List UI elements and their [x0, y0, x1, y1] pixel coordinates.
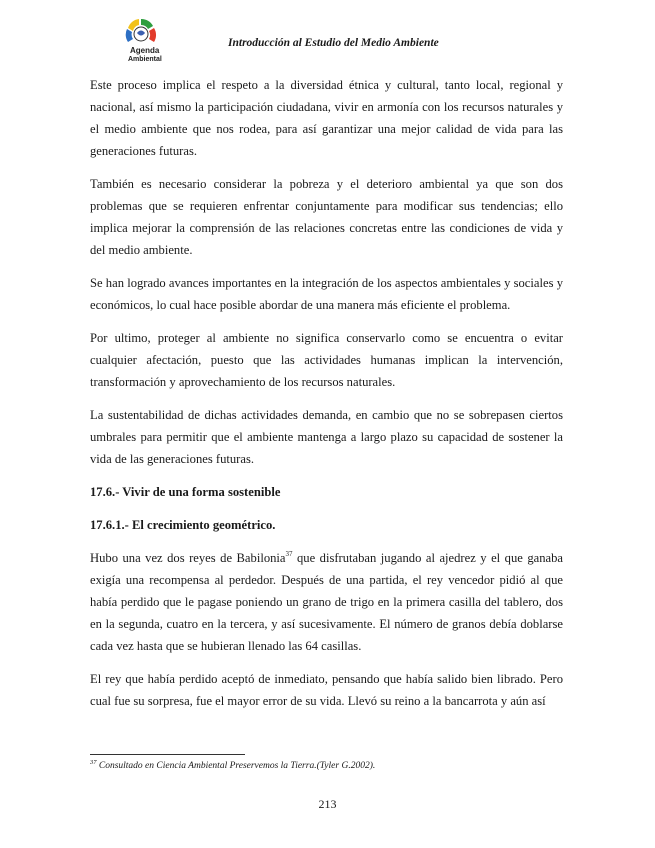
paragraph-6-start: Hubo una vez dos reyes de Babilonia [90, 551, 286, 565]
page-number: 213 [318, 797, 337, 811]
footnote-mark: 37 [90, 759, 97, 766]
footnote-rule [90, 754, 245, 755]
svg-text:Agenda: Agenda [130, 46, 160, 55]
page-body [90, 74, 563, 712]
subsection-heading: 17.6.1.- El crecimiento geométrico. [90, 518, 276, 532]
running-header-title: Introducción al Estudio del Medio Ambiente [228, 37, 439, 49]
paragraph-3: Se han logrado avances importantes en la integración de los aspectos ambientales y sociales y económicos, lo cual hace posible abordar de una manera más eficiente el problema. [90, 276, 563, 312]
paragraph-1: Este proceso implica el respeto a la diversidad étnica y cultural, tanto local, regional y nacional, así mismo la participación ciudadana, vivir en armonía con los recursos naturales y el medio ambiente que nos rodea, para así garantizar una mejor calidad de vida para las generaciones futuras. [90, 78, 563, 158]
section-heading: 17.6.- Vivir de una forma sostenible [90, 485, 281, 499]
svg-text:Ambiental: Ambiental [128, 56, 162, 63]
paragraph-5: La sustentabilidad de dichas actividades demanda, en cambio que no se sobrepasen ciertos umbrales para permitir que el ambiente mantenga a largo plazo su capacidad de sostener la vida de las generaciones futuras. [90, 408, 563, 466]
footnote-reference[interactable]: 37 [285, 550, 293, 558]
paragraph-2: También es necesario considerar la pobreza y el deterioro ambiental ya que son dos problemas que se requieren enfrentar conjuntamente para modificar sus tendencias; ello implica mejorar la comprensión de las relaciones concretas entre las condiciones de vida y del medio ambiente. [90, 177, 563, 257]
logo-icon [116, 16, 166, 64]
paragraph-7: El rey que había perdido aceptó de inmediato, pensando que había salido bien librado. Pero cual fue su sorpresa, fue el mayor error de su vida. Llevó su reino a la bancarrota y aún así [90, 672, 563, 708]
paragraph-4: Por ultimo, proteger al ambiente no significa conservarlo como se encuentra o evitar cualquier afectación, puesto que las actividades humanas implican la intervención, transformación y aprovechamiento de los recursos naturales. [90, 331, 563, 389]
agenda-ambiental-logo [116, 16, 166, 64]
footnote-text: Consultado en Ciencia Ambiental Preservemos la Tierra.(Tyler G.2002). [96, 761, 376, 771]
paragraph-6 [90, 547, 563, 657]
paragraph-6-rest: que disfrutaban jugando al ajedrez y el que ganaba exigía una recompensa al perdedor. Después de una partida, el rey vencedor pidió al que había perdido que le pagase poniendo un grano de trigo en la primera casilla del tablero, dos en la segunda, cuatro en la tercera, y así sucesivamente. El número de granos debía doblarse cada vez hasta que se hubieran llenado las 64 casillas. [90, 551, 563, 653]
footnote [90, 759, 375, 771]
